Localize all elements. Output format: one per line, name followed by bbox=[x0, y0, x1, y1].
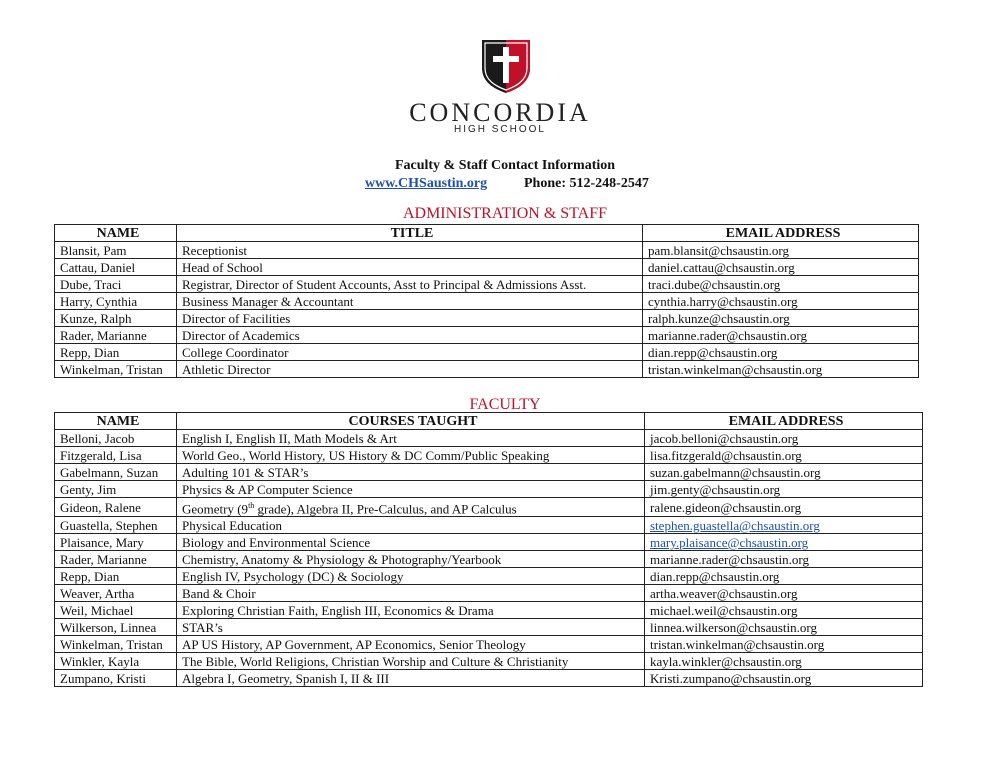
table-row bbox=[55, 344, 919, 361]
table-row bbox=[55, 636, 923, 653]
faculty-email[interactable]: linnea.wilkerson@chsaustin.org bbox=[645, 619, 923, 636]
faculty-courses: World Geo., World History, US History & DC Comm/Public Speaking bbox=[177, 447, 645, 464]
faculty-email[interactable]: kayla.winkler@chsaustin.org bbox=[645, 653, 923, 670]
faculty-name: Winkler, Kayla bbox=[55, 653, 177, 670]
staff-name: Blansit, Pam bbox=[55, 242, 177, 259]
table-row bbox=[55, 327, 919, 344]
table-row bbox=[55, 481, 923, 498]
faculty-email[interactable]: dian.repp@chsaustin.org bbox=[645, 568, 923, 585]
staff-name: Cattau, Daniel bbox=[55, 259, 177, 276]
table-row bbox=[55, 498, 923, 517]
faculty-courses: The Bible, World Religions, Christian Worship and Culture & Christianity bbox=[177, 653, 645, 670]
faculty-courses: English IV, Psychology (DC) & Sociology bbox=[177, 568, 645, 585]
ordinal-suffix: th bbox=[248, 501, 255, 510]
staff-email[interactable]: traci.dube@chsaustin.org bbox=[643, 276, 919, 293]
faculty-section-title: FACULTY bbox=[469, 396, 541, 413]
faculty-courses: Biology and Environmental Science bbox=[177, 534, 645, 551]
faculty-email[interactable]: stephen.guastella@chsaustin.org bbox=[645, 517, 923, 534]
table-row bbox=[55, 585, 923, 602]
table-row bbox=[55, 361, 919, 378]
staff-email[interactable]: pam.blansit@chsaustin.org bbox=[643, 242, 919, 259]
table-row bbox=[55, 447, 923, 464]
faculty-email[interactable]: jim.genty@chsaustin.org bbox=[645, 481, 923, 498]
table-row bbox=[55, 430, 923, 447]
table-row bbox=[55, 276, 919, 293]
staff-title: Receptionist bbox=[177, 242, 643, 259]
faculty-name: Winkelman, Tristan bbox=[55, 636, 177, 653]
table-row bbox=[55, 653, 923, 670]
faculty-email[interactable]: jacob.belloni@chsaustin.org bbox=[645, 430, 923, 447]
staff-title: Registrar, Director of Student Accounts, Asst to Principal & Admissions Asst. bbox=[177, 276, 643, 293]
table-row bbox=[55, 602, 923, 619]
col-header-email: EMAIL ADDRESS bbox=[643, 225, 919, 242]
table-row bbox=[55, 464, 923, 481]
school-name: CONCORDIA bbox=[409, 98, 591, 127]
table-row bbox=[55, 551, 923, 568]
staff-email[interactable]: tristan.winkelman@chsaustin.org bbox=[643, 361, 919, 378]
faculty-courses: AP US History, AP Government, AP Economics, Senior Theology bbox=[177, 636, 645, 653]
staff-name: Dube, Traci bbox=[55, 276, 177, 293]
staff-email[interactable]: daniel.cattau@chsaustin.org bbox=[643, 259, 919, 276]
faculty-name: Weil, Michael bbox=[55, 602, 177, 619]
table-row bbox=[55, 242, 919, 259]
faculty-email[interactable]: mary.plaisance@chsaustin.org bbox=[645, 534, 923, 551]
faculty-courses: Chemistry, Anatomy & Physiology & Photography/Yearbook bbox=[177, 551, 645, 568]
admin-section-title: ADMINISTRATION & STAFF bbox=[402, 205, 608, 222]
faculty-email[interactable]: marianne.rader@chsaustin.org bbox=[645, 551, 923, 568]
faculty-email[interactable]: michael.weil@chsaustin.org bbox=[645, 602, 923, 619]
staff-email[interactable]: marianne.rader@chsaustin.org bbox=[643, 327, 919, 344]
faculty-courses: Band & Choir bbox=[177, 585, 645, 602]
faculty-name: Belloni, Jacob bbox=[55, 430, 177, 447]
faculty-name: Zumpano, Kristi bbox=[55, 670, 177, 687]
table-row bbox=[55, 568, 923, 585]
table-row bbox=[55, 517, 923, 534]
table-row bbox=[55, 310, 919, 327]
staff-title: Head of School bbox=[177, 259, 643, 276]
courses-text: Geometry (9 bbox=[182, 501, 249, 517]
staff-title: Director of Academics bbox=[177, 327, 643, 344]
school-shield-logo bbox=[480, 38, 532, 94]
staff-email[interactable]: ralph.kunze@chsaustin.org bbox=[643, 310, 919, 327]
faculty-email[interactable]: artha.weaver@chsaustin.org bbox=[645, 585, 923, 602]
faculty-courses: Exploring Christian Faith, English III, Economics & Drama bbox=[177, 602, 645, 619]
table-row bbox=[55, 534, 923, 551]
faculty-name: Wilkerson, Linnea bbox=[55, 619, 177, 636]
faculty-name: Plaisance, Mary bbox=[55, 534, 177, 551]
staff-title: Business Manager & Accountant bbox=[177, 293, 643, 310]
faculty-name: Repp, Dian bbox=[55, 568, 177, 585]
faculty-email[interactable]: lisa.fitzgerald@chsaustin.org bbox=[645, 447, 923, 464]
staff-name: Repp, Dian bbox=[55, 344, 177, 361]
faculty-courses: Algebra I, Geometry, Spanish I, II & III bbox=[177, 670, 645, 687]
faculty-name: Genty, Jim bbox=[55, 481, 177, 498]
faculty-name: Gabelmann, Suzan bbox=[55, 464, 177, 481]
school-subtitle: HIGH SCHOOL bbox=[453, 124, 546, 135]
staff-email[interactable]: dian.repp@chsaustin.org bbox=[643, 344, 919, 361]
faculty-courses bbox=[177, 498, 645, 517]
phone-number: Phone: 512-248-2547 bbox=[524, 176, 649, 191]
table-row bbox=[55, 259, 919, 276]
table-row bbox=[55, 670, 923, 687]
col-header-courses: COURSES TAUGHT bbox=[177, 413, 645, 430]
faculty-email[interactable]: tristan.winkelman@chsaustin.org bbox=[645, 636, 923, 653]
faculty-email[interactable]: suzan.gabelmann@chsaustin.org bbox=[645, 464, 923, 481]
col-header-email: EMAIL ADDRESS bbox=[645, 413, 923, 430]
staff-email[interactable]: cynthia.harry@chsaustin.org bbox=[643, 293, 919, 310]
col-header-title: TITLE bbox=[177, 225, 643, 242]
faculty-email[interactable]: ralene.gideon@chsaustin.org bbox=[645, 498, 923, 517]
table-header-row bbox=[55, 225, 919, 242]
shield-cross-icon bbox=[480, 38, 532, 94]
faculty-name: Guastella, Stephen bbox=[55, 517, 177, 534]
staff-title: Athletic Director bbox=[177, 361, 643, 378]
faculty-courses: English I, English II, Math Models & Art bbox=[177, 430, 645, 447]
staff-name: Kunze, Ralph bbox=[55, 310, 177, 327]
staff-name: Winkelman, Tristan bbox=[55, 361, 177, 378]
staff-name: Harry, Cynthia bbox=[55, 293, 177, 310]
faculty-name: Rader, Marianne bbox=[55, 551, 177, 568]
admin-staff-table bbox=[54, 224, 919, 378]
staff-title: Director of Facilities bbox=[177, 310, 643, 327]
faculty-name: Fitzgerald, Lisa bbox=[55, 447, 177, 464]
col-header-name: NAME bbox=[55, 225, 177, 242]
courses-text: grade), Algebra II, Pre-Calculus, and AP Calculus bbox=[254, 501, 517, 517]
table-header-row bbox=[55, 413, 923, 430]
col-header-name: NAME bbox=[55, 413, 177, 430]
staff-title: College Coordinator bbox=[177, 344, 643, 361]
faculty-table bbox=[54, 412, 923, 687]
faculty-courses: Adulting 101 & STAR’s bbox=[177, 464, 645, 481]
table-row bbox=[55, 293, 919, 310]
faculty-courses: Physics & AP Computer Science bbox=[177, 481, 645, 498]
faculty-courses: Physical Education bbox=[177, 517, 645, 534]
faculty-name: Gideon, Ralene bbox=[55, 498, 177, 517]
document-title: Faculty & Staff Contact Information bbox=[394, 158, 616, 173]
faculty-name: Weaver, Artha bbox=[55, 585, 177, 602]
website-link[interactable]: www.CHSaustin.org bbox=[365, 176, 488, 191]
table-row bbox=[55, 619, 923, 636]
staff-name: Rader, Marianne bbox=[55, 327, 177, 344]
faculty-courses: STAR’s bbox=[177, 619, 645, 636]
faculty-email[interactable]: Kristi.zumpano@chsaustin.org bbox=[645, 670, 923, 687]
